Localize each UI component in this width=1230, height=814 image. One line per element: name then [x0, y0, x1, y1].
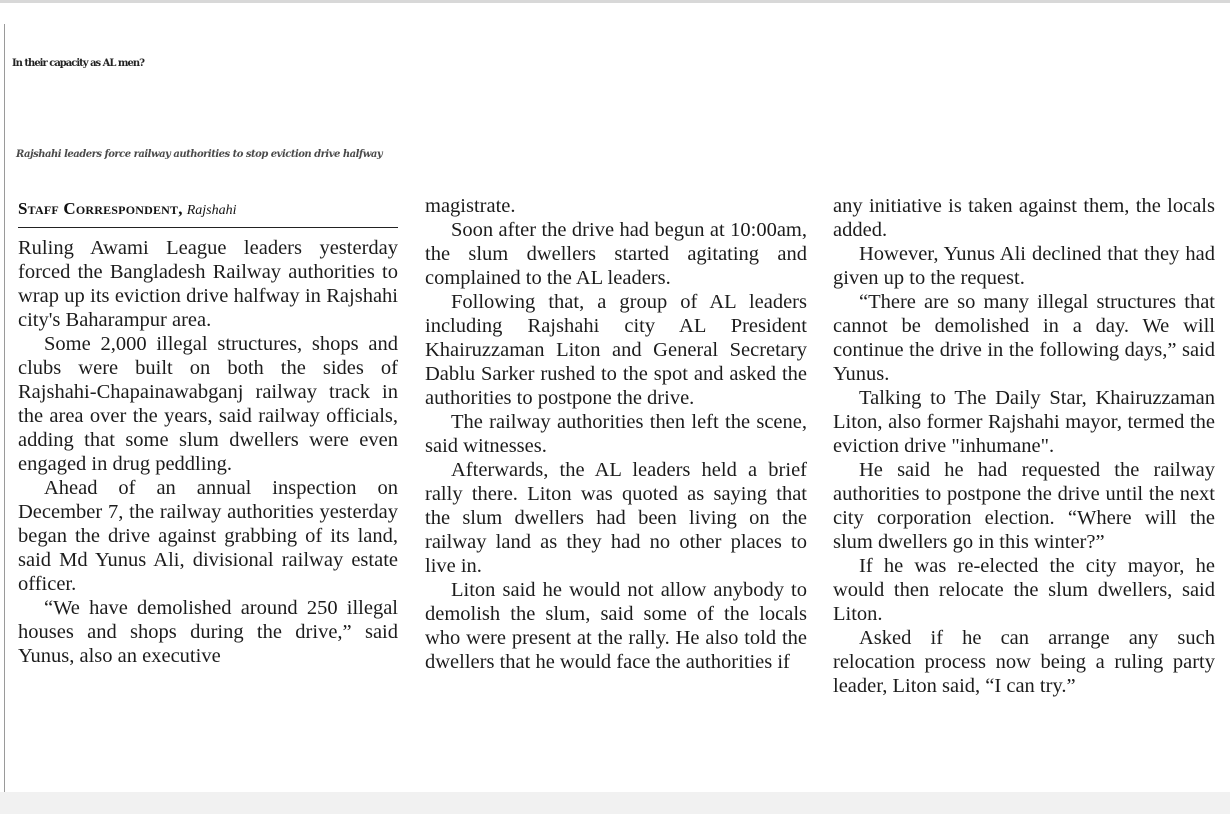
article-paragraph: If he was re-elected the city mayor, he would then relocate the slum dwellers, said Liton. — [833, 555, 1215, 625]
byline-name: Staff Correspondent, — [18, 199, 183, 218]
article-paragraph: However, Yunus Ali declined that they had given up to the request. — [833, 243, 1215, 289]
headline: In their capacity as AL men? — [12, 58, 145, 69]
top-rule — [0, 0, 1230, 3]
byline-place: Rajshahi — [186, 203, 237, 218]
left-border-rule — [4, 24, 5, 794]
subheadline: Rajshahi leaders force railway authorities to stop eviction drive halfway — [16, 149, 383, 160]
article-paragraph: “There are so many illegal structures that cannot be demolished in a day. We will continue the drive in the following days,” said Yunus. — [833, 291, 1215, 385]
article-paragraph: Talking to The Daily Star, Khairuzzaman Liton, also former Rajshahi mayor, termed the eviction drive "inhumane". — [833, 387, 1215, 457]
article-paragraph: Ahead of an annual inspection on December 7, the railway authorities yesterday began the drive against grabbing of its land, said Md Yunus Ali, divisional railway estate officer. — [18, 477, 398, 595]
article-column-2 — [425, 194, 807, 674]
article-paragraph: The railway authorities then left the scene, said witnesses. — [425, 411, 807, 457]
byline — [18, 198, 236, 222]
article-paragraph: Afterwards, the AL leaders held a brief rally there. Liton was quoted as saying that the slum dwellers had been living on the railway land as they had no other places to live in. — [425, 459, 807, 577]
article-paragraph: Following that, a group of AL leaders including Rajshahi city AL President Khairuzzaman Liton and General Secretary Dablu Sarker rushed to the spot and asked the authorities to postpone the drive. — [425, 291, 807, 409]
article-paragraph: Some 2,000 illegal structures, shops and clubs were built on both the sides of Rajshahi-Chapainawabganj railway track in the area over the years, said railway officials, adding that some slum dwellers were even engaged in drug peddling. — [18, 333, 398, 475]
article-column-1 — [18, 236, 398, 668]
article-paragraph: Asked if he can arrange any such relocation process now being a ruling party leader, Liton said, “I can try.” — [833, 627, 1215, 697]
page-bottom-margin — [0, 792, 1230, 814]
article-paragraph: Liton said he would not allow anybody to demolish the slum, said some of the locals who were present at the rally. He also told the dwellers that he would face the authorities if — [425, 579, 807, 673]
article-paragraph: Ruling Awami League leaders yesterday forced the Bangladesh Railway authorities to wrap up its eviction drive halfway in Rajshahi city's Baharampur area. — [18, 237, 398, 331]
article-paragraph: “We have demolished around 250 illegal houses and shops during the drive,” said Yunus, also an executive — [18, 597, 398, 667]
article-paragraph: Soon after the drive had begun at 10:00am, the slum dwellers started agitating and complained to the AL leaders. — [425, 219, 807, 289]
byline-rule — [18, 227, 398, 228]
article-paragraph: any initiative is taken against them, the locals added. — [833, 195, 1215, 241]
article-paragraph: magistrate. — [425, 195, 516, 217]
article-paragraph: He said he had requested the railway authorities to postpone the drive until the next city corporation election. “Where will the slum dwellers go in this winter?” — [833, 459, 1215, 553]
article-column-3 — [833, 194, 1215, 698]
